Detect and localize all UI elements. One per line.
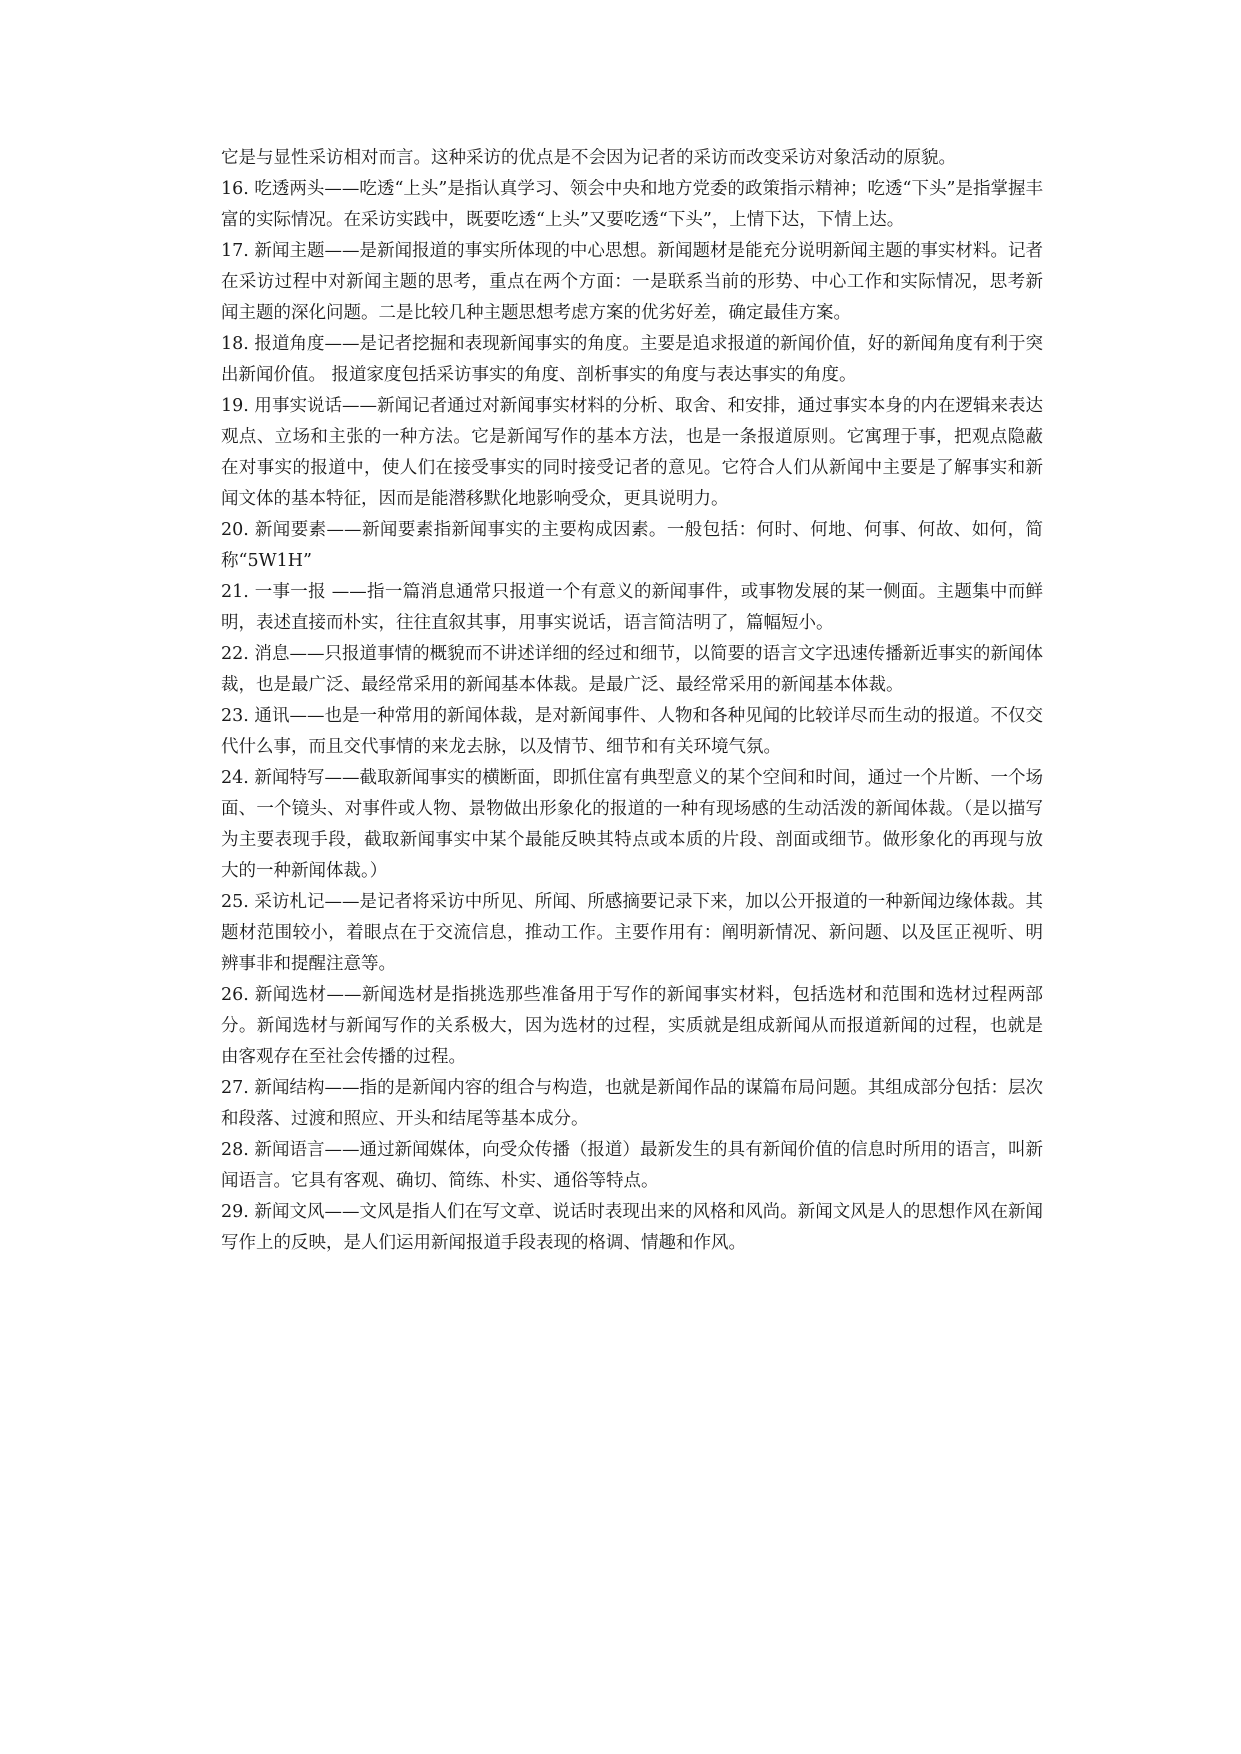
paragraph-20: 20. 新闻要素——新闻要素指新闻事实的主要构成因素。一般包括：何时、何地、何事、何故、如何，简称“5W1H” — [221, 520, 1043, 571]
paragraph-16: 16. 吃透两头——吃透“上头”是指认真学习、领会中央和地方党委的政策指示精神；吃透“下头”是指掌握丰富的实际情况。在采访实践中，既要吃透“上头”又要吃透“下头”，上情下达，下情上达。 — [221, 179, 1043, 230]
paragraph-23: 23. 通讯——也是一种常用的新闻体裁，是对新闻事件、人物和各种见闻的比较详尽而生动的报道。不仅交代什么事，而且交代事情的来龙去脉，以及情节、细节和有关环境气氛。 — [221, 706, 1043, 757]
paragraph-continuation: 它是与显性采访相对而言。这种采访的优点是不会因为记者的采访而改变采访对象活动的原貌。 — [221, 148, 956, 168]
paragraph-27: 27. 新闻结构——指的是新闻内容的组合与构造，也就是新闻作品的谋篇布局问题。其组成部分包括：层次和段落、过渡和照应、开头和结尾等基本成分。 — [221, 1078, 1043, 1129]
paragraph-19: 19. 用事实说话——新闻记者通过对新闻事实材料的分析、取舍、和安排，通过事实本身的内在逻辑来表达观点、立场和主张的一种方法。它是新闻写作的基本方法，也是一条报道原则。它寓理于事，把观点隐蔽在对事实的报道中，使人们在接受事实的同时接受记者的意见。它符合人们从新闻中主要是了解事实和新闻文体的基本特征，因而是能潜移默化地影响受众，更具说明力。 — [221, 396, 1043, 509]
paragraph-28: 28. 新闻语言——通过新闻媒体，向受众传播（报道）最新发生的具有新闻价值的信息时所用的语言，叫新闻语言。它具有客观、确切、简练、朴实、通俗等特点。 — [221, 1140, 1043, 1191]
paragraph-25: 25. 采访札记——是记者将采访中所见、所闻、所感摘要记录下来，加以公开报道的一种新闻边缘体裁。其题材范围较小，着眼点在于交流信息，推动工作。主要作用有：阐明新情况、新问题、以及匡正视听、明辨事非和提醒注意等。 — [221, 892, 1043, 974]
paragraph-21: 21. 一事一报 ——指一篇消息通常只报道一个有意义的新闻事件，或事物发展的某一侧面。主题集中而鲜明，表述直接而朴实，往往直叙其事，用事实说话，语言简洁明了，篇幅短小。 — [221, 582, 1043, 633]
paragraph-29: 29. 新闻文风——文风是指人们在写文章、说话时表现出来的风格和风尚。新闻文风是人的思想作风在新闻写作上的反映，是人们运用新闻报道手段表现的格调、情趣和作风。 — [221, 1202, 1043, 1253]
paragraph-18: 18. 报道角度——是记者挖掘和表现新闻事实的角度。主要是追求报道的新闻价值，好的新闻角度有利于突出新闻价值。 报道家度包括采访事实的角度、剖析事实的角度与表达事实的角度。 — [221, 334, 1043, 385]
document-page — [221, 143, 1043, 1259]
paragraph-22: 22. 消息——只报道事情的概貌而不讲述详细的经过和细节，以简要的语言文字迅速传播新近事实的新闻体裁，也是最广泛、最经常采用的新闻基本体裁。是最广泛、最经常采用的新闻基本体裁。 — [221, 644, 1043, 695]
paragraph-24: 24. 新闻特写——截取新闻事实的横断面，即抓住富有典型意义的某个空间和时间，通过一个片断、一个场面、一个镜头、对事件或人物、景物做出形象化的报道的一种有现场感的生动活泼的新闻体裁。（是以描写为主要表现手段，截取新闻事实中某个最能反映其特点或本质的片段、剖面或细节。做形象化的再现与放大的一种新闻体裁。） — [221, 768, 1043, 881]
paragraph-26: 26. 新闻选材——新闻选材是指挑选那些准备用于写作的新闻事实材料，包括选材和范围和选材过程两部分。新闻选材与新闻写作的关系极大，因为选材的过程，实质就是组成新闻从而报道新闻的过程，也就是由客观存在至社会传播的过程。 — [221, 985, 1043, 1067]
paragraph-17: 17. 新闻主题——是新闻报道的事实所体现的中心思想。新闻题材是能充分说明新闻主题的事实材料。记者在采访过程中对新闻主题的思考，重点在两个方面：一是联系当前的形势、中心工作和实际情况，思考新闻主题的深化问题。二是比较几种主题思想考虑方案的优劣好差，确定最佳方案。 — [221, 241, 1043, 323]
